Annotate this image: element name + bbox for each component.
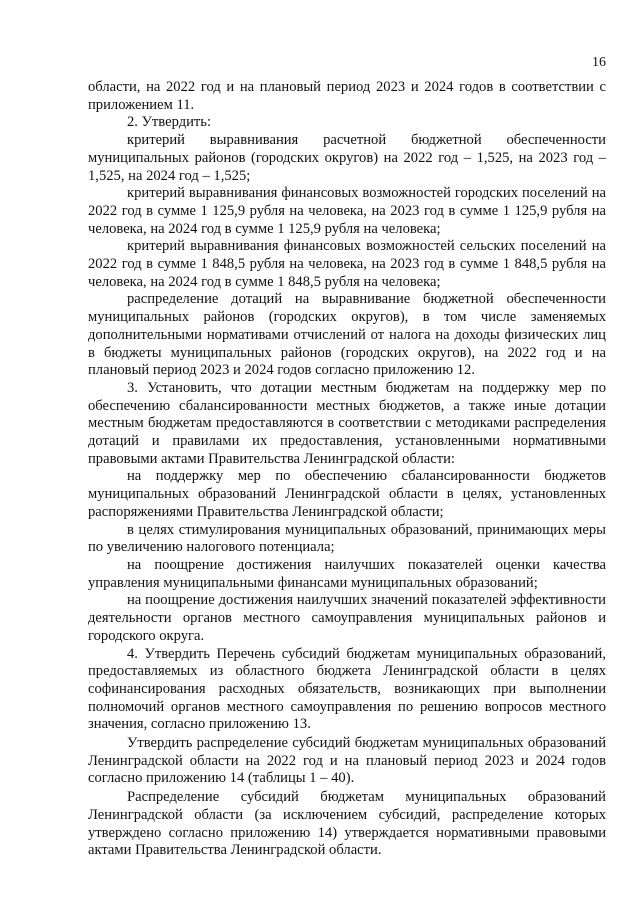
paragraph: критерий выравнивания расчетной бюджетной обеспеченности муниципальных районов (городских округов) на 2022 год – 1,525, на 2023 год – 1,525, на 2024 год – 1,525;	[88, 132, 606, 184]
paragraph: критерий выравнивания финансовых возможностей сельских поселений на 2022 год в сумме 1 848,5 рубля на человека, на 2023 год в сумме 1 848,5 рубля на человека, на 2024 год в сумме 1 848,5 рубля на человека;	[88, 238, 606, 290]
document-body	[88, 79, 606, 860]
paragraph: 3. Установить, что дотации местным бюджетам на поддержку мер по обеспечению сбалансированности местных бюджетов, а также иные дотации местным бюджетам предоставляются в соответствии с методиками распределения дотаций и правилами их предоставления, установленными нормативными правовыми актами Правительства Ленинградской области:	[88, 379, 606, 467]
paragraph: в целях стимулирования муниципальных образований, принимающих меры по увеличению налогового потенциала;	[88, 521, 606, 556]
paragraph: распределение дотаций на выравнивание бюджетной обеспеченности муниципальных районов (городских округов), в том числе заменяемых дополнительными нормативами отчислений от налога на доходы физических лиц в бюджеты муниципальных районов (городских округов), на 2022 год и на плановый период 2023 и 2024 годов согласно приложению 12.	[88, 291, 606, 379]
paragraph: 4. Утвердить Перечень субсидий бюджетам муниципальных образований, предоставляемых из областного бюджета Ленинградской области в целях софинансирования расходных обязательств, возникающих при выполнении полномочий органов местного самоуправления по решению вопросов местного значения, согласно приложению 13.	[88, 645, 606, 733]
paragraph: Распределение субсидий бюджетам муниципальных образований Ленинградской области (за исключением субсидий, распределение которых утверждено согласно приложению 14) утверждается нормативными правовыми актами Правительства Ленинградской области.	[88, 789, 606, 859]
paragraph: на поощрение достижения наилучших значений показателей эффективности деятельности органов местного самоуправления муниципальных районов и городского округа.	[88, 592, 606, 644]
paragraph: Утвердить распределение субсидий бюджетам муниципальных образований Ленинградской области на 2022 год и на плановый период 2023 и 2024 годов согласно приложению 14 (таблицы 1 – 40).	[88, 735, 606, 787]
paragraph: на поощрение достижения наилучших показателей оценки качества управления муниципальными финансами муниципальных образований;	[88, 556, 606, 591]
paragraph: области, на 2022 год и на плановый период 2023 и 2024 годов в соответствии с приложением 11.	[88, 79, 606, 113]
paragraph: на поддержку мер по обеспечению сбалансированности бюджетов муниципальных образований Ленинградской области в целях, установленных распоряжениями Правительства Ленинградской области;	[88, 468, 606, 520]
paragraph: критерий выравнивания финансовых возможностей городских поселений на 2022 год в сумме 1 125,9 рубля на человека, на 2023 год в сумме 1 125,9 рубля на человека, на 2024 год в сумме 1 125,9 рубля на человека;	[88, 185, 606, 237]
page-number: 16	[592, 55, 606, 70]
paragraph: 2. Утвердить:	[127, 114, 212, 131]
